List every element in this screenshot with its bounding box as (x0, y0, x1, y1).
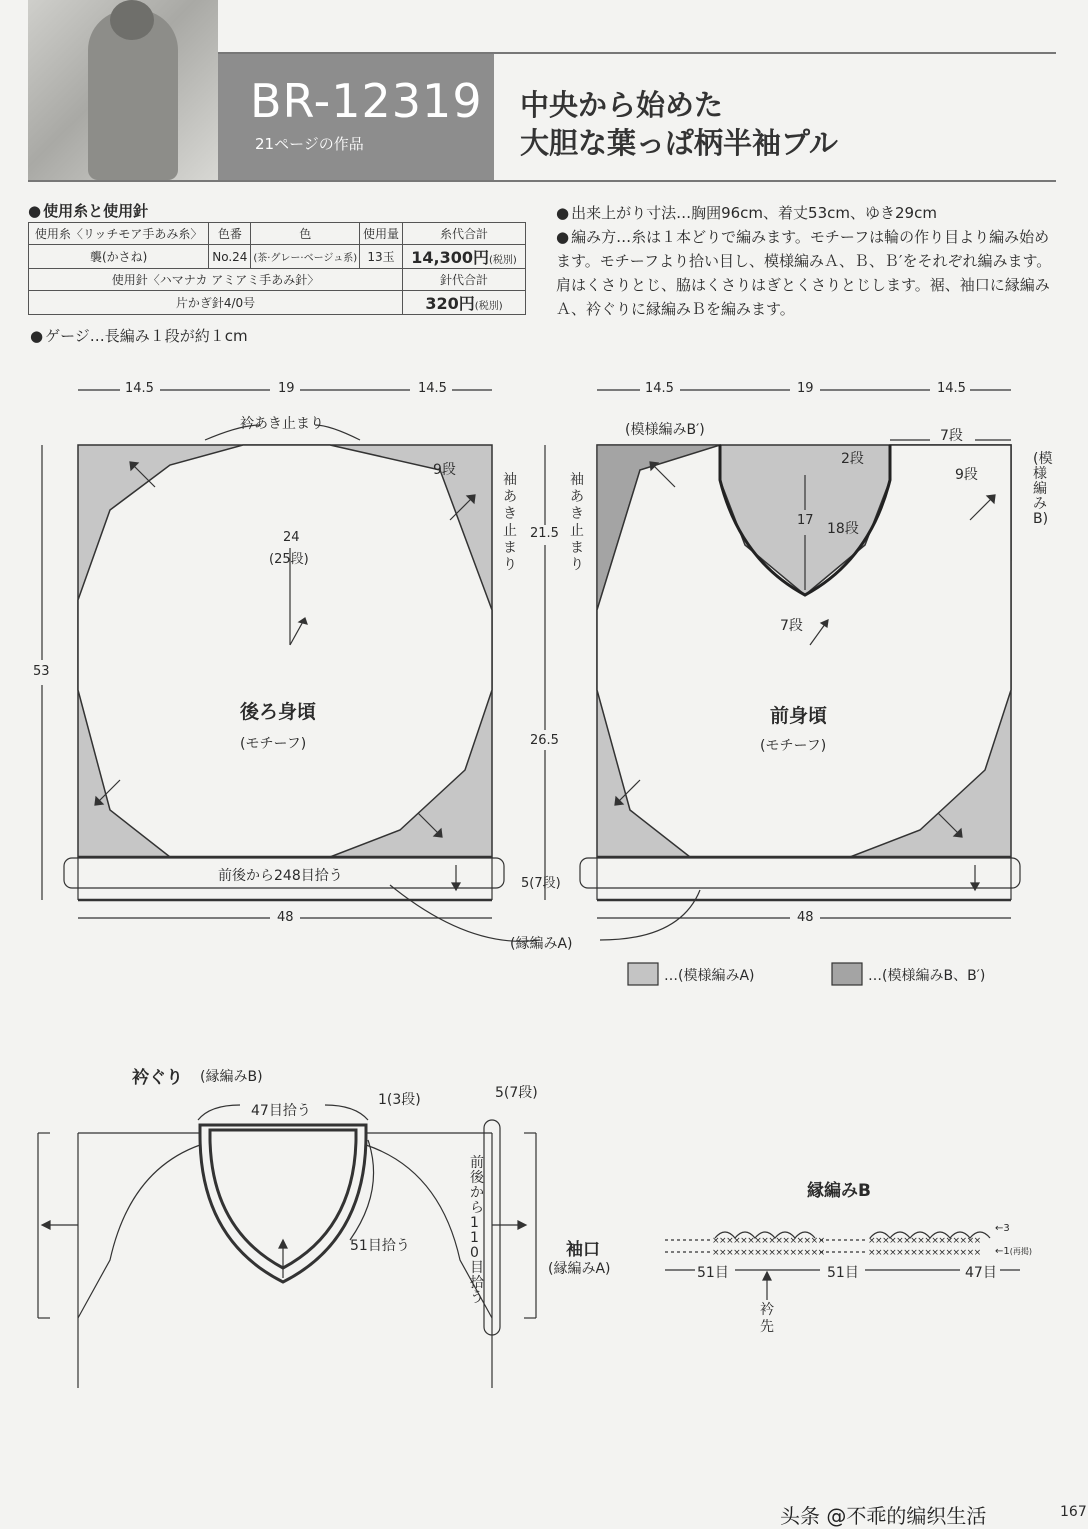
edging-b-51a: 51目 (697, 1265, 729, 1281)
finished-size: ● 出来上がり寸法…胸囲96cm、着丈53cm、ゆき29cm (556, 201, 1056, 225)
back-center-length: 24 (283, 530, 300, 545)
front-dim-mid: 19 (797, 381, 814, 396)
front-piece-diagram (580, 390, 1020, 918)
front-pattern-b: (模様編みB) (1033, 451, 1053, 527)
cuff-rows-5: 5(7段) (495, 1085, 538, 1101)
cuff-pick-110: 前後から110目拾う (470, 1155, 484, 1306)
color-number: No.24 (209, 245, 251, 269)
back-height: 53 (33, 664, 50, 679)
edging-b-row-1b: ×××××××××××××××× (868, 1236, 981, 1246)
front-rows-18: 18段 (827, 521, 859, 537)
neck-diagram (38, 1105, 536, 1388)
back-dim-right: 14.5 (418, 381, 447, 396)
edging-b-row-2b: ×××××××××××××××× (868, 1248, 981, 1258)
title-line-2: 大胆な葉っぱ柄半袖プル (520, 126, 838, 160)
pattern-code: BR-12319 (250, 74, 483, 128)
edging-b-title: 縁編みB (807, 1181, 871, 1201)
neck-pick-51: 51目拾う (350, 1238, 410, 1254)
back-rows-9: 9段 (433, 462, 456, 478)
front-width: 48 (797, 910, 814, 925)
front-dim-right: 14.5 (937, 381, 966, 396)
front-rows-2: 2段 (841, 451, 864, 467)
edging-b-row1: ←1(再掲) (995, 1246, 1032, 1257)
edging-b-row3: ←3 (995, 1223, 1010, 1234)
edging-b-row-1a: ×××××××××××××××× (712, 1236, 825, 1246)
legend-pattern-b: …(模様編みB、B′) (868, 968, 986, 984)
col-total: 糸代合計 (403, 223, 526, 245)
needle-price: 320円(税別) (403, 291, 526, 315)
edging-a-label: (縁編みA) (510, 936, 573, 952)
needle-header: 使用針〈ハマナカ アミアミ手あみ針〉 (29, 269, 403, 291)
back-sleeve-stop: 袖あき止まり (503, 472, 517, 573)
yarn-amount: 13玉 (360, 245, 403, 269)
front-motif: (モチーフ) (760, 738, 827, 754)
title-line-1: 中央から始めた (520, 88, 724, 122)
needle-name: 片かぎ針4/0号 (29, 291, 403, 315)
front-rows-9: 9段 (955, 467, 978, 483)
legend-pattern-a: …(模様編みA) (664, 968, 755, 984)
col-color: 色 (251, 223, 360, 245)
yarn-name: 襲(かさね) (29, 245, 209, 269)
back-pickup: 前後から248目拾う (218, 868, 343, 884)
middle-height-2: 26.5 (530, 733, 559, 748)
back-width: 48 (277, 910, 294, 925)
col-yarn: 使用糸〈リッチモア手あみ糸〉 (29, 223, 209, 245)
edging-b-row-2a: ×××××××××××××××× (712, 1248, 825, 1258)
middle-height-3: 5(7段) (521, 876, 561, 891)
middle-height-1: 21.5 (530, 526, 559, 541)
color-desc: (茶·グレー·ベージュ系) (251, 245, 360, 269)
neck-rows-1: 1(3段) (378, 1092, 421, 1108)
col-amount: 使用量 (360, 223, 403, 245)
front-sleeve-stop: 袖あき止まり (570, 472, 584, 573)
watermark: 头条 @不乖的编织生活 (780, 1504, 987, 1528)
gauge-text: ● ゲージ…長編み１段が約１cm (30, 325, 248, 346)
edging-b-51b: 51目 (827, 1265, 859, 1281)
needle-total-header: 針代合計 (403, 269, 526, 291)
neck-pick-47: 47目拾う (251, 1103, 311, 1119)
materials-heading: ● 使用糸と使用針 (28, 200, 148, 221)
yarn-price: 14,300円(税別) (403, 245, 526, 269)
page-reference: 21ページの作品 (255, 135, 364, 153)
cuff-subtitle: (縁編みA) (548, 1261, 611, 1277)
front-rows-7b: 7段 (780, 618, 803, 634)
col-color-no: 色番 (209, 223, 251, 245)
edging-b-47: 47目 (965, 1265, 997, 1281)
neck-subtitle: (縁編みB) (200, 1069, 263, 1085)
back-center-rows: (25段) (269, 552, 309, 567)
front-dim-left: 14.5 (645, 381, 674, 396)
page-number: 167 (1060, 1504, 1087, 1520)
front-neck-depth: 17 (797, 513, 814, 528)
back-piece-name: 後ろ身頃 (240, 701, 317, 723)
front-piece-name: 前身頃 (770, 705, 828, 727)
cuff-title: 袖口 (566, 1240, 600, 1260)
edging-b-collar-tip: 衿先 (760, 1302, 774, 1335)
front-rows-7: 7段 (940, 428, 963, 444)
back-neck-stop: 衿あき止まり (240, 416, 324, 432)
back-motif: (モチーフ) (240, 736, 307, 752)
back-dim-mid: 19 (278, 381, 295, 396)
neck-title: 衿ぐり (132, 1068, 183, 1088)
front-pattern-b2: (模様編みB′) (625, 422, 705, 438)
back-dim-left: 14.5 (125, 381, 154, 396)
knitting-method: ● 編み方…糸は１本どりで編みます。モチーフは輪の作り目より編み始めます。モチーフより拾い目し、模様編みＡ、Ｂ、Ｂ′をそれぞれ編みます。肩はくさりとじ、脇はくさりはぎとくさりとじします。裾、袖口に縁編みＡ、衿ぐりに縁編みＢを編みます。 (556, 225, 1056, 321)
